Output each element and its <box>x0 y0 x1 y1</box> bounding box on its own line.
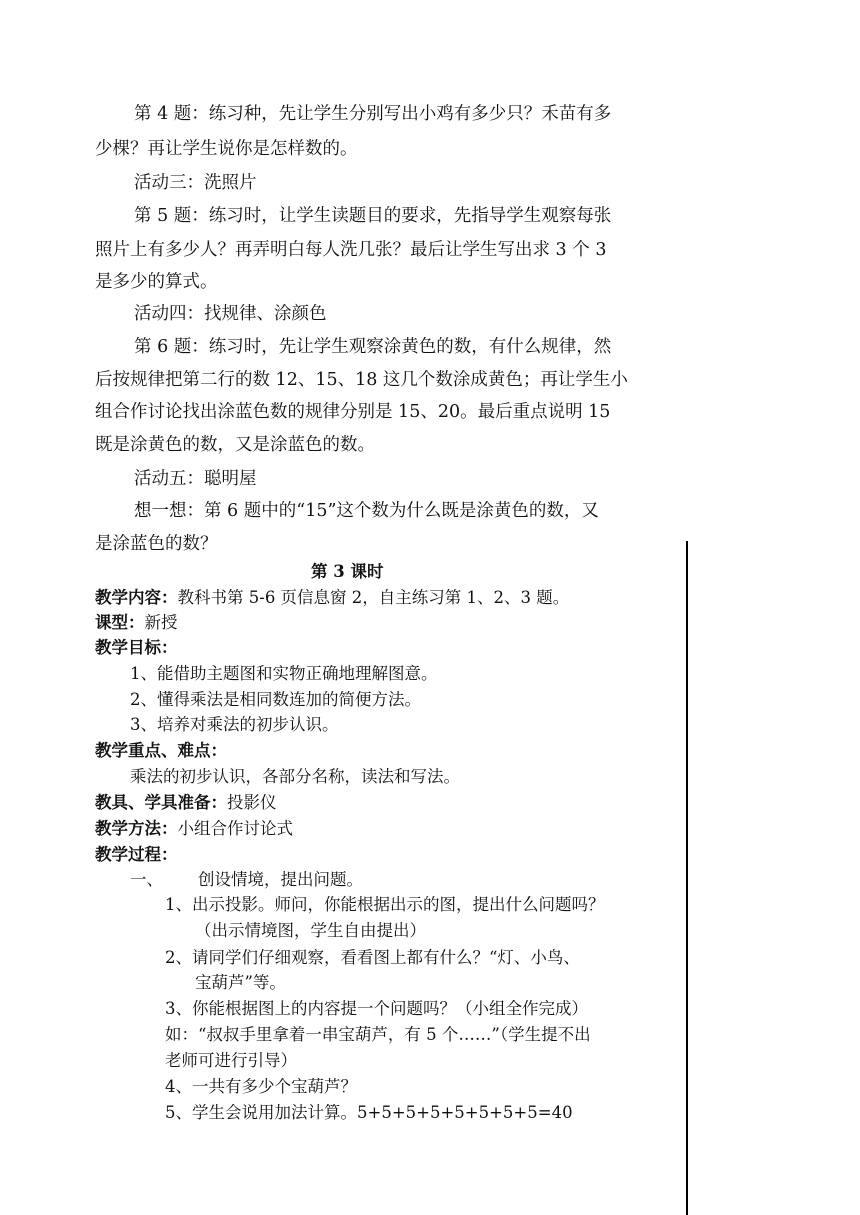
goals-label: 教学目标： <box>95 638 178 657</box>
type-label: 课型： <box>95 613 145 632</box>
type-text: 新授 <box>144 613 178 632</box>
method-label: 教学方法： <box>95 819 178 838</box>
step-item-5: 5、学生会说用加法计算。5+5+5+5+5+5+5+5=40 <box>165 1103 573 1122</box>
keypoints-text: 乘法的初步认识，各部分名称，读法和写法。 <box>130 767 460 786</box>
step-item-1-cont: （出示情境图，学生自由提出） <box>195 921 426 940</box>
item4-line1: 第 4 题：练习种，先让学生分别写出小鸡有多少只？禾苗有多 <box>134 104 612 124</box>
step1-text: 创设情境，提出问题。 <box>198 870 363 889</box>
method-row <box>95 815 293 839</box>
item5-line2: 照片上有多少人？再弄明白每人洗几张？最后让学生写出求 3 个 3 <box>95 240 607 260</box>
goal-item: 2、懂得乘法是相同数连加的简便方法。 <box>130 690 421 709</box>
tools-text: 投影仪 <box>227 793 277 812</box>
item6-line3: 组合作讨论找出涂蓝色数的规律分别是 15、20。最后重点说明 15 <box>95 402 611 422</box>
item6-line1: 第 6 题：练习时，先让学生观察涂黄色的数，有什么规律，然 <box>134 337 612 357</box>
item4-line2: 少棵？再让学生说你是怎样数的。 <box>95 139 358 159</box>
step-item-2: 2、请同学们仔细观察，看看图上都有什么？“灯、小鸟、 <box>165 948 580 967</box>
item6-line2: 后按规律把第二行的数 12、15、18 这几个数涂成黄色；再让学生小 <box>95 370 628 390</box>
activity5-heading: 活动五：聪明屋 <box>134 469 257 489</box>
keypoints-label: 教学重点、难点： <box>95 741 227 760</box>
step-item-4: 4、一共有多少个宝葫芦？ <box>165 1077 357 1096</box>
tools-row <box>95 789 277 813</box>
lesson-title: 第 3 课时 <box>311 562 384 581</box>
type-row <box>95 609 178 633</box>
method-text: 小组合作讨论式 <box>177 819 293 838</box>
content-row <box>95 584 569 608</box>
vertical-rule <box>686 541 688 1215</box>
step1-number: 一、 <box>130 870 163 889</box>
item5-line1: 第 5 题：练习时，让学生读题目的要求，先指导学生观察每张 <box>134 206 612 226</box>
content-text: 教科书第 5-6 页信息窗 2，自主练习第 1、2、3 题。 <box>177 588 570 607</box>
item6-line4: 既是涂黄色的数，又是涂蓝色的数。 <box>95 435 375 455</box>
goal-item: 1、能借助主题图和实物正确地理解图意。 <box>130 664 438 683</box>
activity4-heading: 活动四：找规律、涂颜色 <box>134 304 327 324</box>
goal-item: 3、培养对乘法的初步认识。 <box>130 715 339 734</box>
process-label: 教学过程： <box>95 845 178 864</box>
step-item-3-cont2: 老师可进行引导） <box>165 1051 297 1070</box>
think-line2: 是涂蓝色的数？ <box>95 534 218 554</box>
step-item-3: 3、你能根据图上的内容提一个问题吗？（小组全作完成） <box>165 999 588 1018</box>
item5-line3: 是多少的算式。 <box>95 272 218 292</box>
activity3-heading: 活动三：洗照片 <box>134 173 257 193</box>
step-item-1: 1、出示投影。师问，你能根据出示的图，提出什么问题吗？ <box>165 895 605 914</box>
tools-label: 教具、学具准备： <box>95 793 227 812</box>
content-label: 教学内容： <box>95 588 178 607</box>
step-item-2-cont: 宝葫芦”等。 <box>195 973 286 992</box>
step-item-3-cont: 如：“叔叔手里拿着一串宝葫芦，有 5 个……”（学生提不出 <box>165 1025 591 1044</box>
think-line1: 想一想：第 6 题中的“15”这个数为什么既是涂黄色的数，又 <box>134 501 599 521</box>
